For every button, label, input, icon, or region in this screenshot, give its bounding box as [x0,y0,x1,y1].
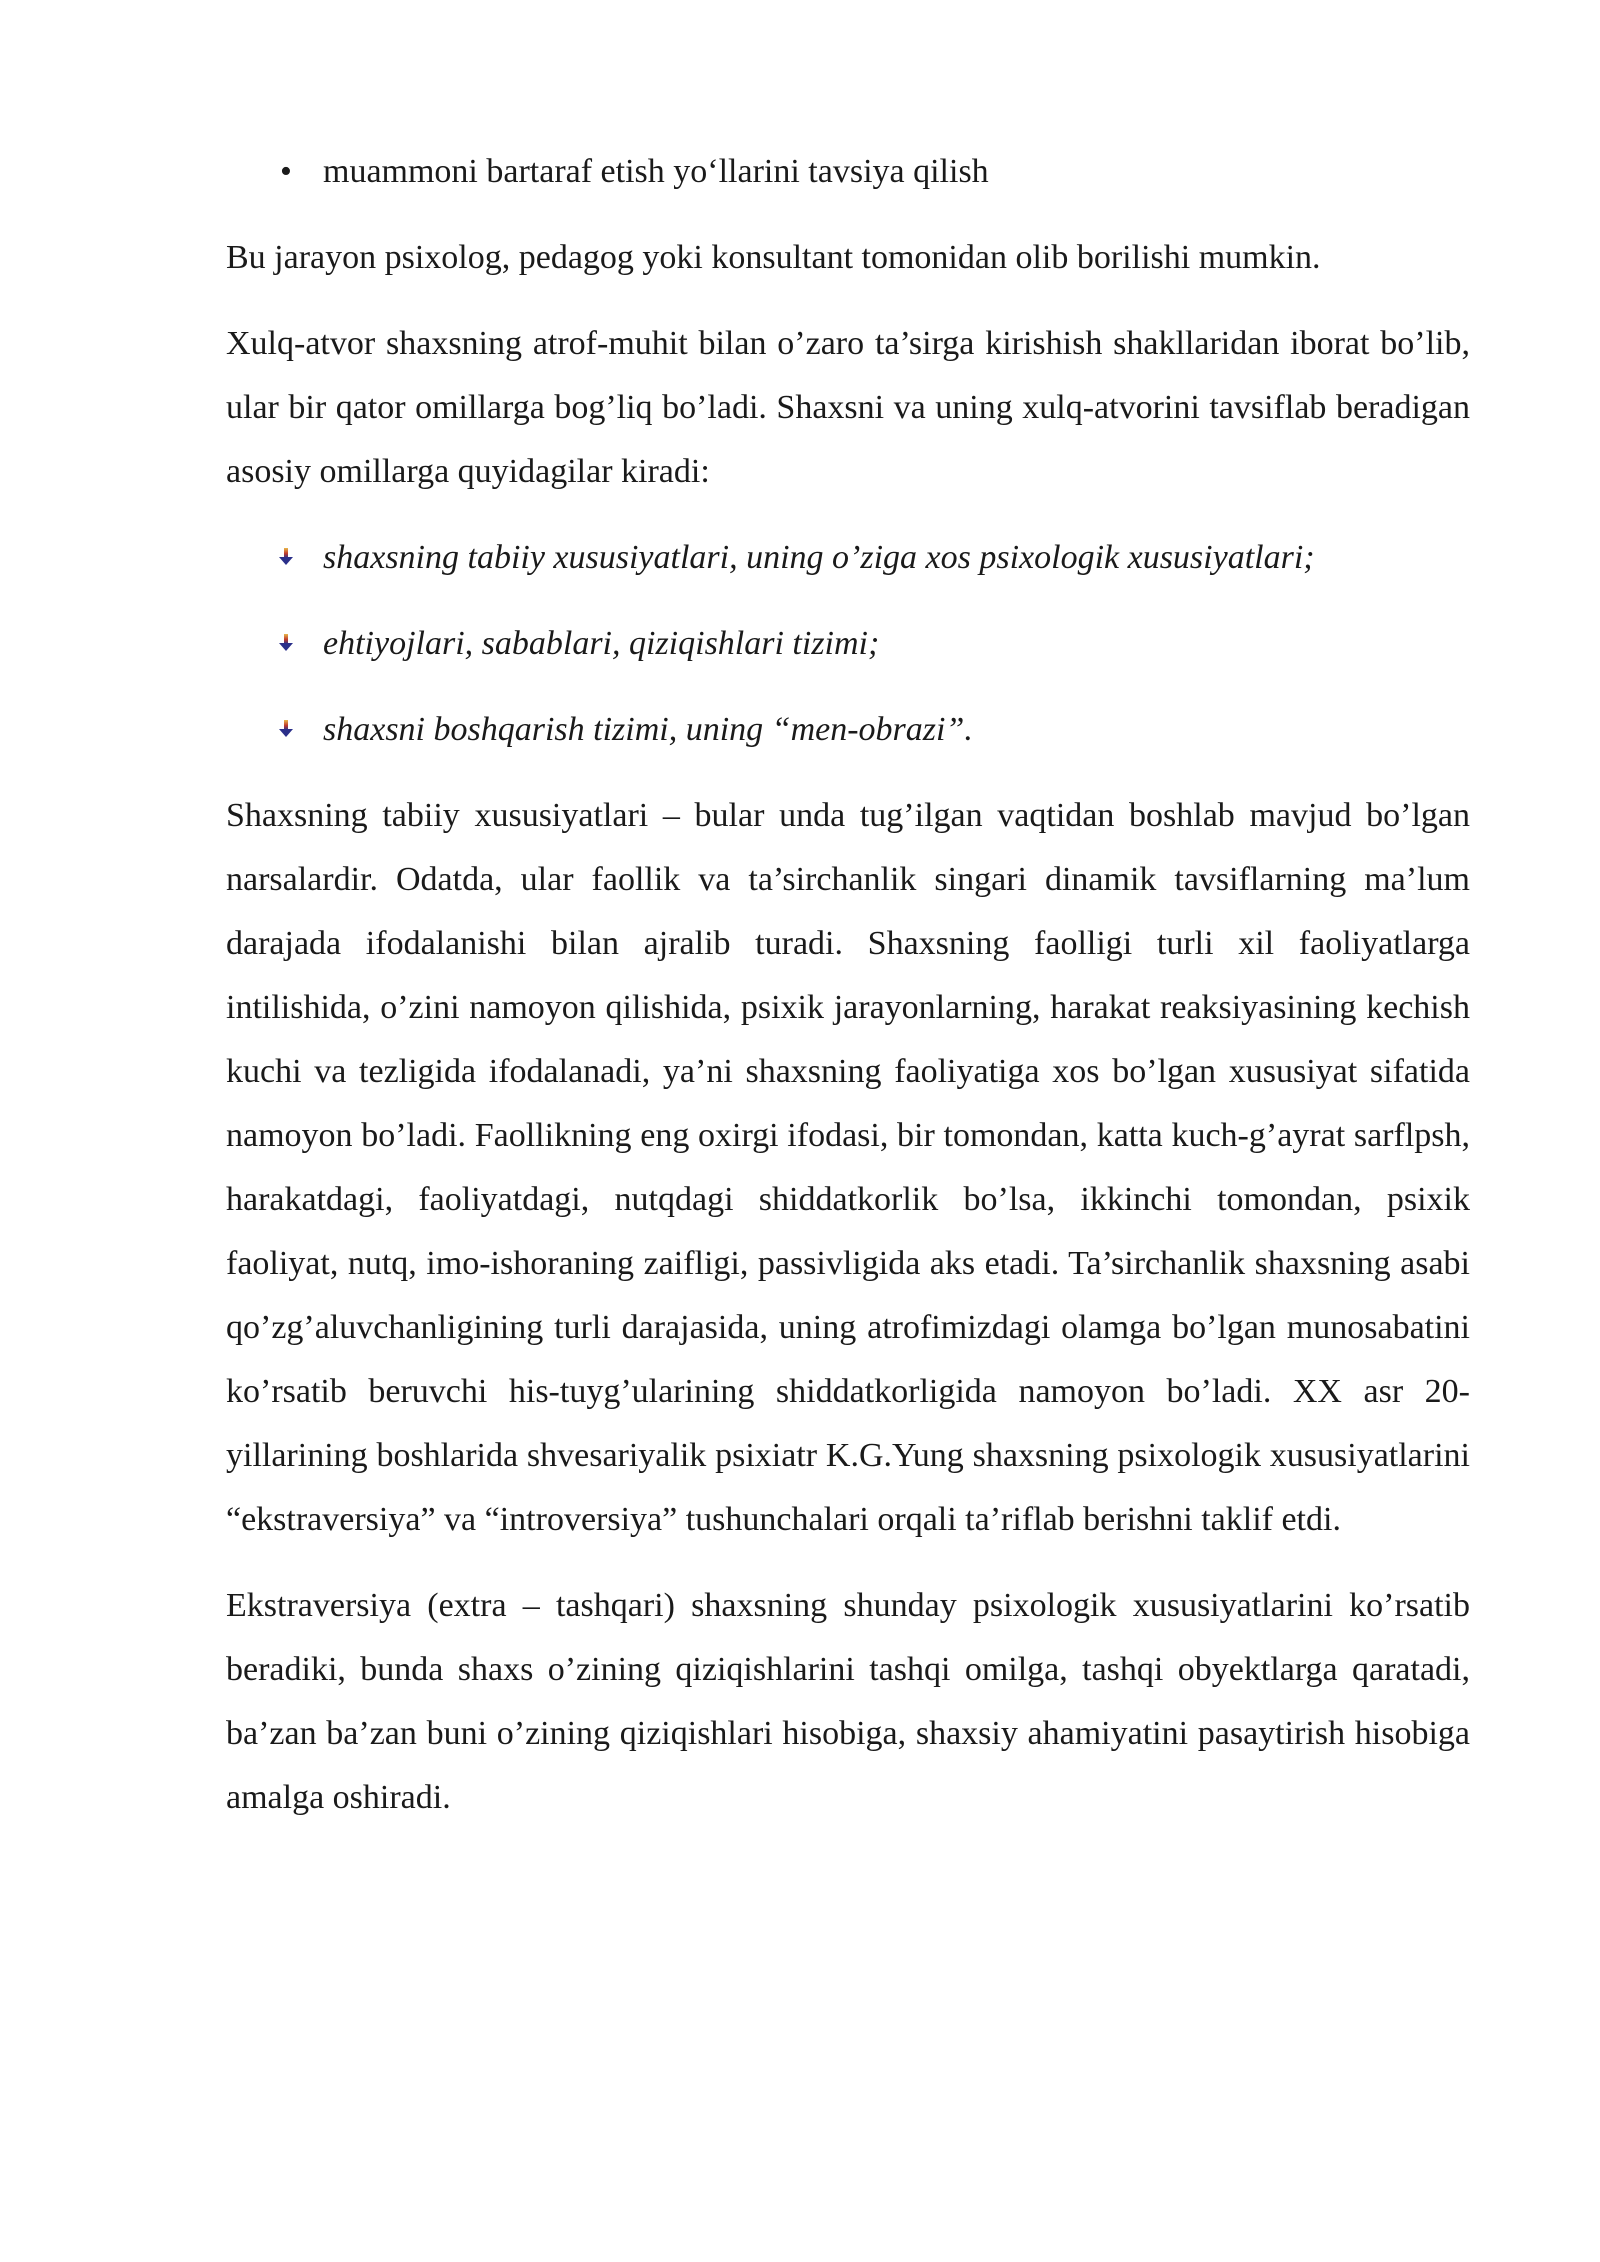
list-item [226,698,1470,762]
factor-text: shaxsni boshqarish tizimi, uning “men-obrazi”. [323,711,973,748]
document-page [226,140,1470,1852]
bullet-text: muammoni bartaraf etish yo‘llarini tavsiya qilish [323,153,989,190]
list-item [226,526,1470,590]
paragraph-behavior-factors: Xulq-atvor shaxsning atrof-muhit bilan o’zaro ta’sirga kirishish shakllaridan iborat bo’lib, ular bir qator omillarga bog’liq bo’ladi. Shaxsni va uning xulq-atvorini tavsiflab beradigan asosiy omillarga quyidagilar kiradi: [226,325,1470,490]
down-arrow-icon [278,634,294,652]
paragraph-intro: Bu jarayon psixolog, pedagog yoki konsultant tomonidan olib borilishi mumkin. [226,239,1321,276]
factor-text: ehtiyojlari, sabablari, qiziqishlari tizimi; [323,625,880,662]
top-bullet-list [226,140,1470,204]
down-arrow-icon [278,720,294,738]
bullet-dot-icon: • [280,153,292,190]
factor-list [226,526,1470,762]
list-item [226,612,1470,676]
factor-text: shaxsning tabiiy xususiyatlari, uning o’ziga xos psixologik xususiyatlari; [323,539,1315,576]
down-arrow-icon [278,548,294,566]
paragraph-extraversion: Ekstraversiya (extra – tashqari) shaxsning shunday psixologik xususiyatlarini ko’rsatib beradiki, bunda shaxs o’zining qiziqishlarini tashqi omilga, tashqi obyektlarga qaratadi, ba’zan ba’zan buni o’zining qiziqishlari hisobiga, shaxsiy ahamiyatini pasaytirish hisobiga amalga oshiradi. [226,1587,1470,1816]
list-item [226,140,1470,204]
paragraph-natural-traits: Shaxsning tabiiy xususiyatlari – bular unda tug’ilgan vaqtidan boshlab mavjud bo’lgan narsalardir. Odatda, ular faollik va ta’sirchanlik singari dinamik tavsiflarning ma’lum darajada ifodalanishi bilan ajralib turadi. Shaxsning faolligi turli xil faoliyatlarga intilishida, o’zini namoyon qilishida, psixik jarayonlarning, harakat reaksiyasining kechish kuchi va tezligida ifodalanadi, ya’ni shaxsning faoliyatiga xos bo’lgan xususiyat sifatida namoyon bo’ladi. Faollikning eng oxirgi ifodasi, bir tomondan, katta kuch-g’ayrat sarflpsh, harakatdagi, faoliyatdagi, nutqdagi shiddatkorlik bo’lsa, ikkinchi tomondan, psixik faoliyat, nutq, imo-ishoraning zaifligi, passivligida aks etadi. Ta’sirchanlik shaxsning asabi qo’zg’aluvchanligining turli darajasida, uning atrofimizdagi olamga bo’lgan munosabatini ko’rsatib beruvchi his-tuyg’ularining shiddatkorligida namoyon bo’ladi. XX asr 20-yillarining boshlarida shvesariyalik psixiatr K.G.Yung shaxsning psixologik xususiyatlarini “ekstraversiya” va “introversiya” tushunchalari orqali ta’riflab berishni taklif etdi. [226,797,1470,1538]
